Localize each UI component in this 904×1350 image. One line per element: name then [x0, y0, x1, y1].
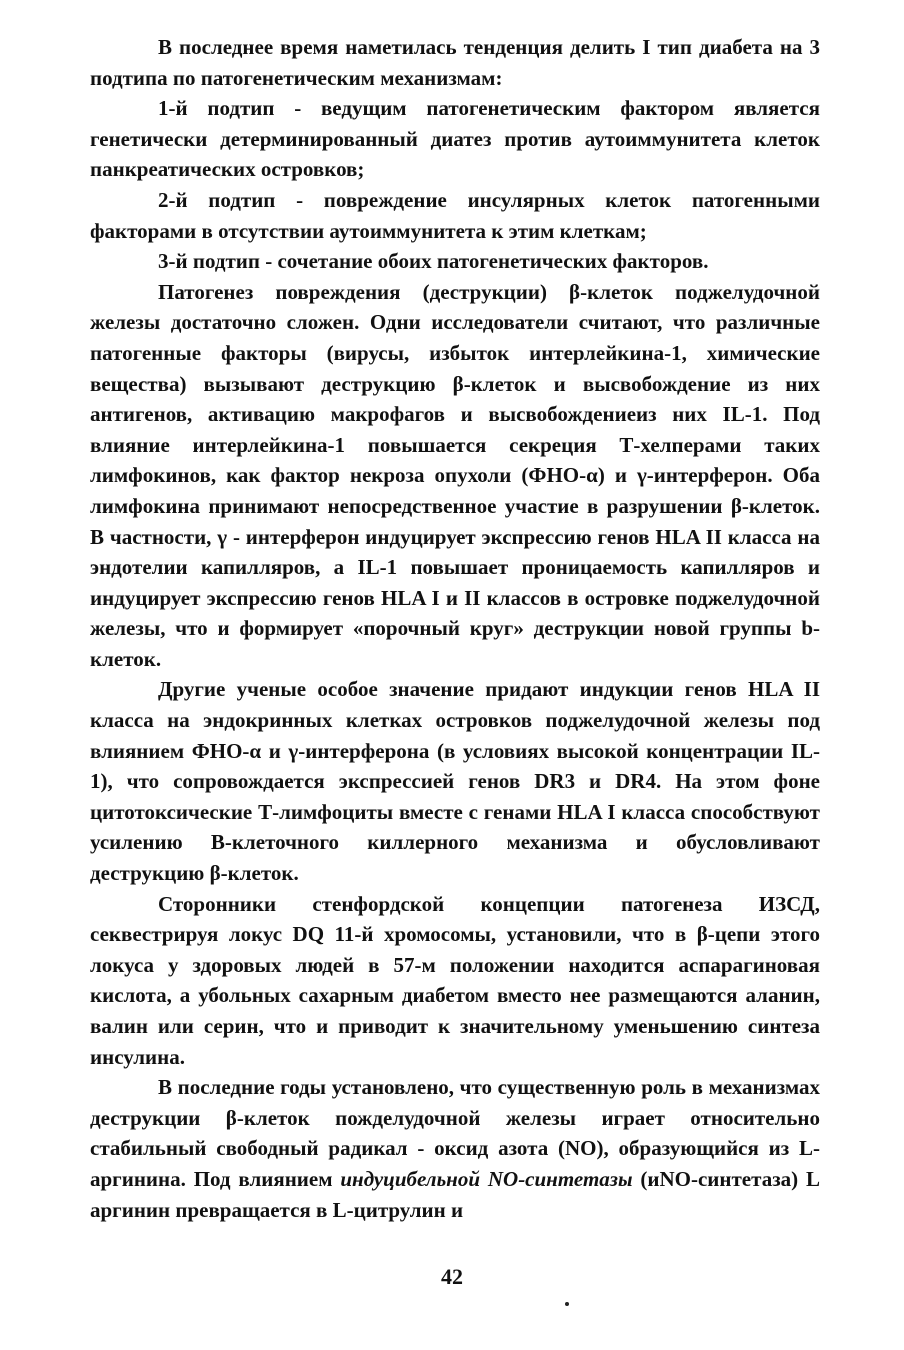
nitric-oxide-italic-term: индуцибельной NO-синтетазы: [340, 1166, 633, 1191]
paragraph-subtype-2: 2-й подтип - повреждение инсулярных клеток патогенными факторами в отсутствии аутоиммунитета к этим клеткам;: [90, 187, 820, 243]
paragraph-hla-induction: Другие ученые особое значение придают индукции генов HLA II класса на эндокринных клетках островков поджелудочной железы под влиянием ФНО-α и γ-интерферона (в условиях высокой концентрации IL-1), что сопровождается экспрессией генов DR3 и DR4. На этом фоне цитотоксические Т-лимфоциты вместе с генами HLA I класса способствуют усилению В-клеточного киллерного механизма и обусловливают деструкцию β-клеток.: [90, 677, 820, 886]
paragraph-subtypes-intro: В последнее время наметилась тенденция делить I тип диабета на 3 подтипа по патогенетическим механизмам:: [90, 35, 820, 90]
paragraph-pathogenesis: Патогенез повреждения (деструкции) β-клеток поджелудочной железы достаточно сложен. Одни исследователи считают, что различные патогенные факторы (вирусы, избыток интерлейкина-1, химические вещества) вызывают деструкцию β-клеток и высвобождение из них антигенов, активацию макрофагов и высвобождениеиз них IL-1. Под влияние интерлейкина-1 повышается секреция Т-хелперами таких лимфокинов, как фактор некроза опухоли (ФНО-α) и γ-интерферон. Оба лимфокина принимают непосредственное участие в разрушении β-клеток. В частности, γ - интерферон индуцирует экспрессию генов HLA II класса на эндотелии капилляров, а IL-1 повышает проницаемость капилляров и индуцирует экспрессию генов HLA I и II классов в островке поджелудочной железы, что и формирует «порочный круг» деструкции новой группы b-клеток.: [90, 279, 820, 671]
page-number: 42: [441, 1264, 463, 1289]
paragraph-subtype-1: 1-й подтип - ведущим патогенетическим фактором является генетически детерминированный диатез против аутоиммунитета клеток панкреатических островков;: [90, 96, 820, 182]
paragraph-subtype-3: 3-й подтип - сочетание обоих патогенетических факторов.: [158, 249, 709, 274]
paragraph-nitric-oxide: [90, 1072, 820, 1225]
scan-speck: [565, 1302, 569, 1306]
paragraph-stanford-concept: Сторонники стенфордской концепции патогенеза ИЗСД, секвестрируя локус DQ 11-й хромосомы, установили, что в β-цепи этого локуса у здоровых людей в 57-м положении находится аспарагиновая кислота, а убольных сахарным диабетом вместо нее размещаются аланин, валин или серин, что и приводит к значительному уменьшению синтеза инсулина.: [90, 891, 820, 1069]
document-page: [90, 32, 820, 1225]
nitric-oxide-text-start: В последние годы установлено, что существенную роль в механизмах деструкции β-клеток пожделудочной железы играет относительно стабильный свободный радикал - оксид азота (NO), образующийся из L-аргинина. Под влиянием: [90, 1075, 820, 1191]
nitric-oxide-text-end: (иNO-синтетаза) L аргинин превращается в L-цитрулин и: [90, 1166, 820, 1222]
